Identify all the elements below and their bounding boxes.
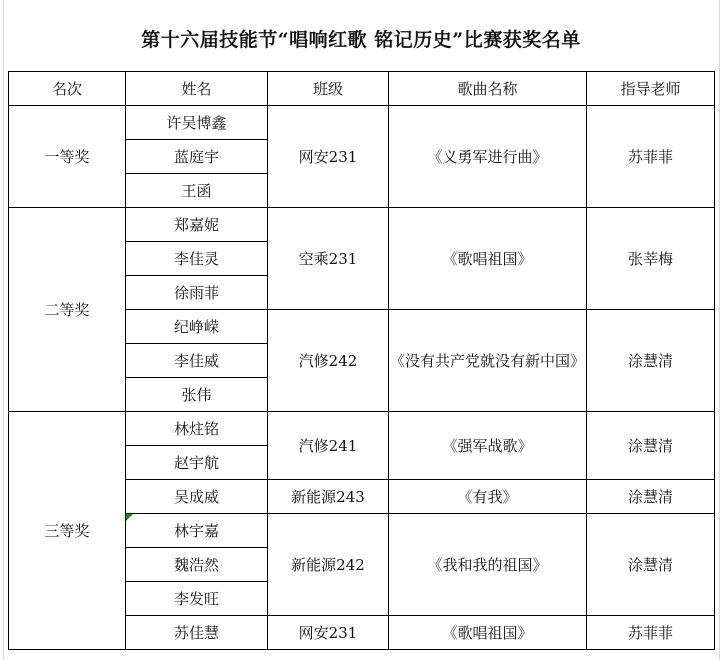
sheet-title[interactable]: 第十六届技能节“唱响红歌 铭记历史”比赛获奖名单: [141, 28, 581, 51]
teacher-cell[interactable]: 涂慧清: [587, 514, 715, 616]
header-teacher[interactable]: 指导老师: [587, 72, 715, 106]
name-cell[interactable]: 吴成威: [126, 480, 268, 514]
grid-line: [719, 0, 720, 660]
table-row: [9, 106, 715, 140]
rank-cell[interactable]: 三等奖: [9, 412, 126, 650]
name-cell[interactable]: 赵宇航: [126, 446, 268, 480]
name-cell[interactable]: 徐雨菲: [126, 276, 268, 310]
class-cell[interactable]: 新能源242: [268, 514, 389, 616]
name-cell[interactable]: 李佳灵: [126, 242, 268, 276]
song-cell[interactable]: 《歌唱祖国》: [389, 208, 587, 310]
name-cell[interactable]: 林炷铭: [126, 412, 268, 446]
song-cell[interactable]: 《强军战歌》: [389, 412, 587, 480]
song-cell[interactable]: 《我和我的祖国》: [389, 514, 587, 616]
teacher-cell[interactable]: 苏菲菲: [587, 616, 715, 650]
name-cell[interactable]: 纪峥嵘: [126, 310, 268, 344]
name-cell[interactable]: 李佳威: [126, 344, 268, 378]
name-cell[interactable]: 张伟: [126, 378, 268, 412]
class-cell[interactable]: 新能源243: [268, 480, 389, 514]
teacher-cell[interactable]: 苏菲菲: [587, 106, 715, 208]
song-cell[interactable]: 《有我》: [389, 480, 587, 514]
header-class[interactable]: 班级: [268, 72, 389, 106]
name-text: 林宇嘉: [173, 522, 219, 540]
class-cell[interactable]: 汽修241: [268, 412, 389, 480]
table-row: [9, 412, 715, 446]
class-cell[interactable]: 汽修242: [268, 310, 389, 412]
teacher-cell[interactable]: 涂慧清: [587, 310, 715, 412]
name-cell[interactable]: 蓝庭宇: [126, 140, 268, 174]
header-name[interactable]: 姓名: [126, 72, 268, 106]
header-song[interactable]: 歌曲名称: [389, 72, 587, 106]
teacher-cell[interactable]: 涂慧清: [587, 412, 715, 480]
name-cell[interactable]: 许吴博鑫: [126, 106, 268, 140]
song-cell[interactable]: 《义勇军进行曲》: [389, 106, 587, 208]
name-cell[interactable]: [126, 514, 268, 548]
table-row: [9, 208, 715, 242]
header-row: [9, 72, 715, 106]
rank-cell[interactable]: 一等奖: [9, 106, 126, 208]
header-rank[interactable]: 名次: [9, 72, 126, 106]
class-cell[interactable]: 空乘231: [268, 208, 389, 310]
teacher-cell[interactable]: 张莘梅: [587, 208, 715, 310]
song-cell[interactable]: 《没有共产党就没有新中国》: [389, 310, 587, 412]
grid-line: [3, 0, 4, 660]
teacher-cell[interactable]: 涂慧清: [587, 480, 715, 514]
name-cell[interactable]: 魏浩然: [126, 548, 268, 582]
name-cell[interactable]: 苏佳慧: [126, 616, 268, 650]
name-cell[interactable]: 郑嘉妮: [126, 208, 268, 242]
cell-comment-marker-icon: [126, 514, 133, 521]
class-cell[interactable]: 网安231: [268, 106, 389, 208]
name-cell[interactable]: 李发旺: [126, 582, 268, 616]
rank-cell[interactable]: 二等奖: [9, 208, 126, 412]
name-cell[interactable]: 王函: [126, 174, 268, 208]
class-cell[interactable]: 网安231: [268, 616, 389, 650]
song-cell[interactable]: 《歌唱祖国》: [389, 616, 587, 650]
awards-table: [8, 71, 715, 650]
